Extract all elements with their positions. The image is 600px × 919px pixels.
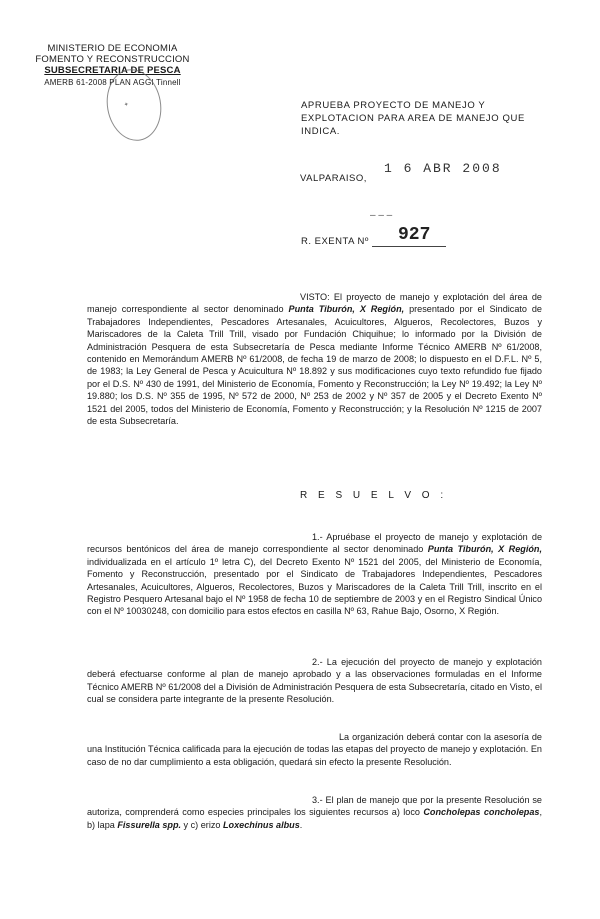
visto-paragraph [87, 291, 542, 427]
item-3-number: 3.- [312, 795, 323, 805]
exenta-number: 927 [398, 225, 431, 245]
item-3-text-2: , b) lapa [87, 807, 542, 830]
species-lapa: Fissurella spp. [117, 819, 182, 830]
visto-text-1: El proyecto de manejo y explotación del área de manejo correspondiente al sector denominado [87, 292, 542, 315]
item-2-paragraph [87, 656, 542, 706]
item-3-text-4: . [299, 819, 303, 830]
exenta-label: R. EXENTA Nº [301, 236, 369, 247]
exenta-underline [372, 246, 446, 247]
item-1-paragraph [87, 531, 542, 618]
item-3-text-3: y c) erizo [181, 819, 223, 830]
visto-place: Punta Tiburón, X Región, [288, 304, 405, 315]
header-reference: AMERB 61-2008 PLAN AGGI Tinnell [44, 78, 181, 87]
visto-text-2: presentado por el Sindicato de Trabajadores Independientes, Pescadores Artesanales, Acuicultores, Algueros, Recolectores, Buzos y Mariscadores de la Caleta Trill Trill, visado por Fundación Chiquihue; lo informado por la División de Administración Pesquera de esta Subsecretaría de Pesca mediante Informe Técnico AMERB Nº 61/2008, contenido en Memorándum AMERB Nº 61/2008, de fecha 19 de marzo de 2008; lo dispuesto en el D.F.L. Nº 5, de 1983; la Ley General de Pesca y Acuicultura Nº 18.892 y sus modificaciones cuyo texto refundido fue fijado por el D.S. Nº 430 de 1991, del Ministerio de Economía, Fomento y Reconstrucción; la Ley Nº 19.492; la Ley Nº 19.880; los D.S. Nº 355 de 1995, Nº 572 de 2000, Nº 253 de 2002 y Nº 357 de 2005 y el Decreto Exento Nº 1521 del 2005, todos del Ministerio de Economía, Fomento y Reconstrucción; y la Resolución Nº 1215 de 2007 de esta Subsecretaría. [87, 304, 542, 427]
item-1-text-1: Apruébase el proyecto de manejo y explotación de recursos bentónicos del área de manejo correspondiente al sector denominado [87, 532, 542, 555]
resolution-city: VALPARAISO, [300, 173, 367, 184]
item-1-number: 1.- [312, 532, 323, 542]
item-1-text-2: individualizada en el artículo 1º letra C), del Decreto Exento Nº 1521 del 2005, del Ministerio de Economía, Fomento y Reconstrucción, presentado por el Sindicato de Trabajadores Independientes, Pescadores Artesanales, Acuicultores, Algueros, Recolectores, Buzos y Mariscadores de la Caleta Trill Trill, inscrito en el Registro Pesquero Artesanal bajo el Nº 1958 de fecha 10 de septiembre de 2003 y en el Registro Sindical Único con el Nº 10030248, con domicilio para estos efectos en casilla Nº 63, Rahue Bajo, Osorno, X Región. [87, 556, 542, 617]
item-2b-text: La organización deberá contar con la asesoría de una Institución Técnica calificada para la ejecución de todas las etapas del proyecto de manejo y explotación. En caso de no dar cumplimiento a esta obligación, quedará sin efecto la presente Resolución. [87, 732, 542, 767]
header-department: FOMENTO Y RECONSTRUCCION [35, 54, 190, 65]
resolution-date: 1 6 ABR 2008 [384, 161, 502, 176]
header-ministry: MINISTERIO DE ECONOMIA [47, 43, 178, 54]
species-loco: Concholepas concholepas [423, 807, 540, 818]
item-2-number: 2.- [312, 657, 323, 667]
item-2-text: La ejecución del proyecto de manejo y explotación deberá efectuarse conforme al plan de manejo aprobado y a las observaciones formuladas en el Informe Técnico AMERB Nº 61/2008 del a División de Administración Pesquera de esta Subsecretaría, citado en Visto, el cual se considera parte integrante de la presente Resolución. [87, 657, 542, 705]
header-subsecretaria: SUBSECRETARIA DE PESCA [44, 65, 181, 76]
official-stamp: ✦ [101, 65, 167, 145]
item-2b-paragraph [87, 731, 542, 768]
resolution-subject: APRUEBA PROYECTO DE MANEJO Y EXPLOTACION PARA AREA DE MANEJO QUE INDICA. [301, 100, 525, 137]
resuelvo-heading: R E S U E L V O : [300, 490, 448, 501]
item-3-paragraph [87, 794, 542, 831]
species-erizo: Loxechinus albus [222, 819, 300, 830]
item-3-text-1: El plan de manejo que por la presente Resolución se autoriza, comprenderá como especies principales los siguientes recursos a) loco [87, 795, 542, 818]
item-1-place: Punta Tiburón, X Región, [427, 544, 542, 555]
visto-label: VISTO: [300, 292, 330, 302]
number-dash-mark: – – – [370, 210, 393, 221]
